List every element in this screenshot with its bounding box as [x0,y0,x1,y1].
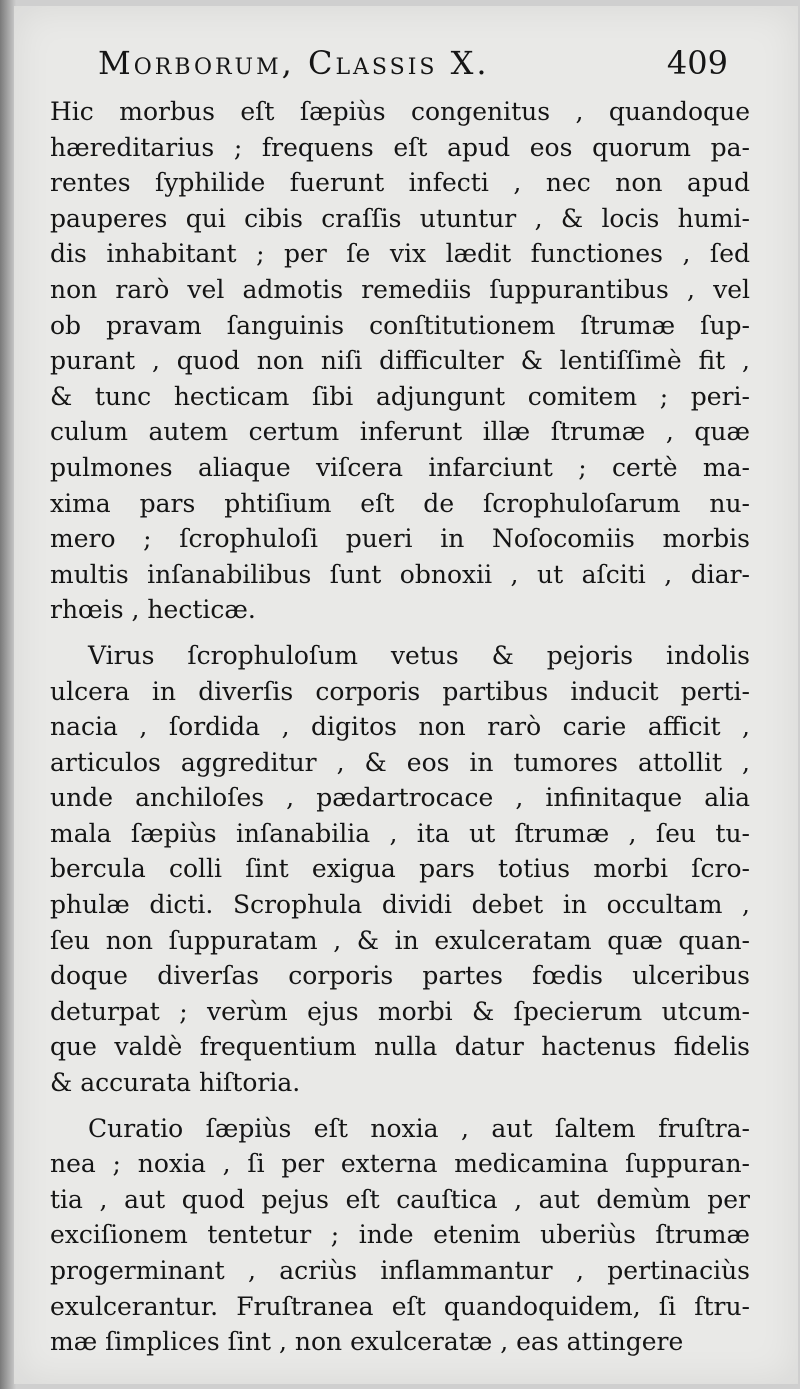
text-line: doque diverſas corporis partes fœdis ulceribus [50,961,750,991]
text-line: progerminant , acriùs inflammantur , pertinaciùs [50,1256,750,1285]
running-header [98,44,750,94]
text-line: Virus ſcrophuloſum vetus & pejoris indolis [88,640,750,670]
text-line: phulæ dicti. Scrophula dividi debet in occultam , [50,890,750,920]
text-line: exciſionem tentetur ; inde etenim uberiùs ſtrumæ [50,1220,750,1250]
text-line: nea ; noxia , ſi per externa medicamina ſuppuran- [50,1149,750,1179]
body-text [50,94,750,1360]
paragraph-gap [50,1101,750,1111]
text-line: que valdè frequentium nulla datur hactenus fidelis [50,1032,750,1062]
text-line: exulcerantur. Fruſtranea eſt quandoquidem, ſi ſtru- [50,1291,750,1321]
text-line: multis inſanabilibus ſunt obnoxii , ut aſciti , diar- [50,559,750,589]
text-line: culum autem certum inferunt illæ ſtrumæ , quæ [50,417,750,447]
text-line: ulcera in diverſis corporis partibus inducit perti- [50,676,750,706]
text-line: & tunc hecticam ſibi adjungunt comitem ; peri- [50,381,750,411]
paragraph [50,94,750,628]
text-line: ſeu non ſuppuratam , & in exulceratam quæ quan- [50,925,750,955]
text-line: articulos aggreditur , & eos in tumores attollit , [50,747,750,777]
text-line: & accurata hiſtoria. [50,1068,301,1098]
text-line: Curatio ſæpiùs eſt noxia , aut ſaltem fruſtra- [88,1113,750,1143]
text-line: mæ ſimplices ſint , non exulceratæ , eas attingere [50,1327,684,1357]
text-line: rhœis , hecticæ. [50,595,256,625]
text-line: bercula colli ſint exigua pars totius morbi ſcro- [50,854,750,884]
text-line: hæreditarius ; frequens eſt apud eos quorum pa- [50,132,750,162]
text-line: pauperes qui cibis craſſis utuntur , & locis humi- [50,203,750,233]
text-line: Hic morbus eſt ſæpiùs congenitus , quandoque [50,97,750,126]
text-line: pulmones aliaque viſcera infarciunt ; certè ma- [50,452,750,482]
text-line: tia , aut quod pejus eſt cauſtica , aut demùm per [50,1184,750,1214]
text-line: mala ſæpiùs inſanabilia , ita ut ſtrumæ , ſeu tu- [50,818,750,848]
text-line: ob pravam ſanguinis conſtitutionem ſtrumæ ſup- [50,310,750,340]
text-line: mero ; ſcrophuloſi pueri in Noſocomiis morbis [50,524,750,554]
text-line: rentes ſyphilide fuerunt infecti , nec non apud [50,168,750,198]
text-line: xima pars phtiſium eſt de ſcrophuloſarum nu- [50,488,750,518]
paragraph [50,1111,750,1360]
running-title: Morborum, Classis X. [98,44,490,82]
text-line: unde anchiloſes , pædartrocace , infinitaque alia [50,783,750,813]
paragraph-gap [50,628,750,638]
text-line: dis inhabitant ; per ſe vix lædit functiones , ſed [50,239,750,269]
text-line: deturpat ; verùm ejus morbi & ſpecierum utcum- [50,996,750,1026]
text-line: purant , quod non niſi difficulter & lentiſſimè fit , [50,346,750,376]
text-line: non rarò vel admotis remediis ſuppurantibus , vel [50,274,750,304]
paragraph [50,638,750,1101]
page-text [50,44,750,1360]
text-line: nacia , ſordida , digitos non rarò carie afficit , [50,712,750,742]
page-number: 409 [666,44,728,82]
